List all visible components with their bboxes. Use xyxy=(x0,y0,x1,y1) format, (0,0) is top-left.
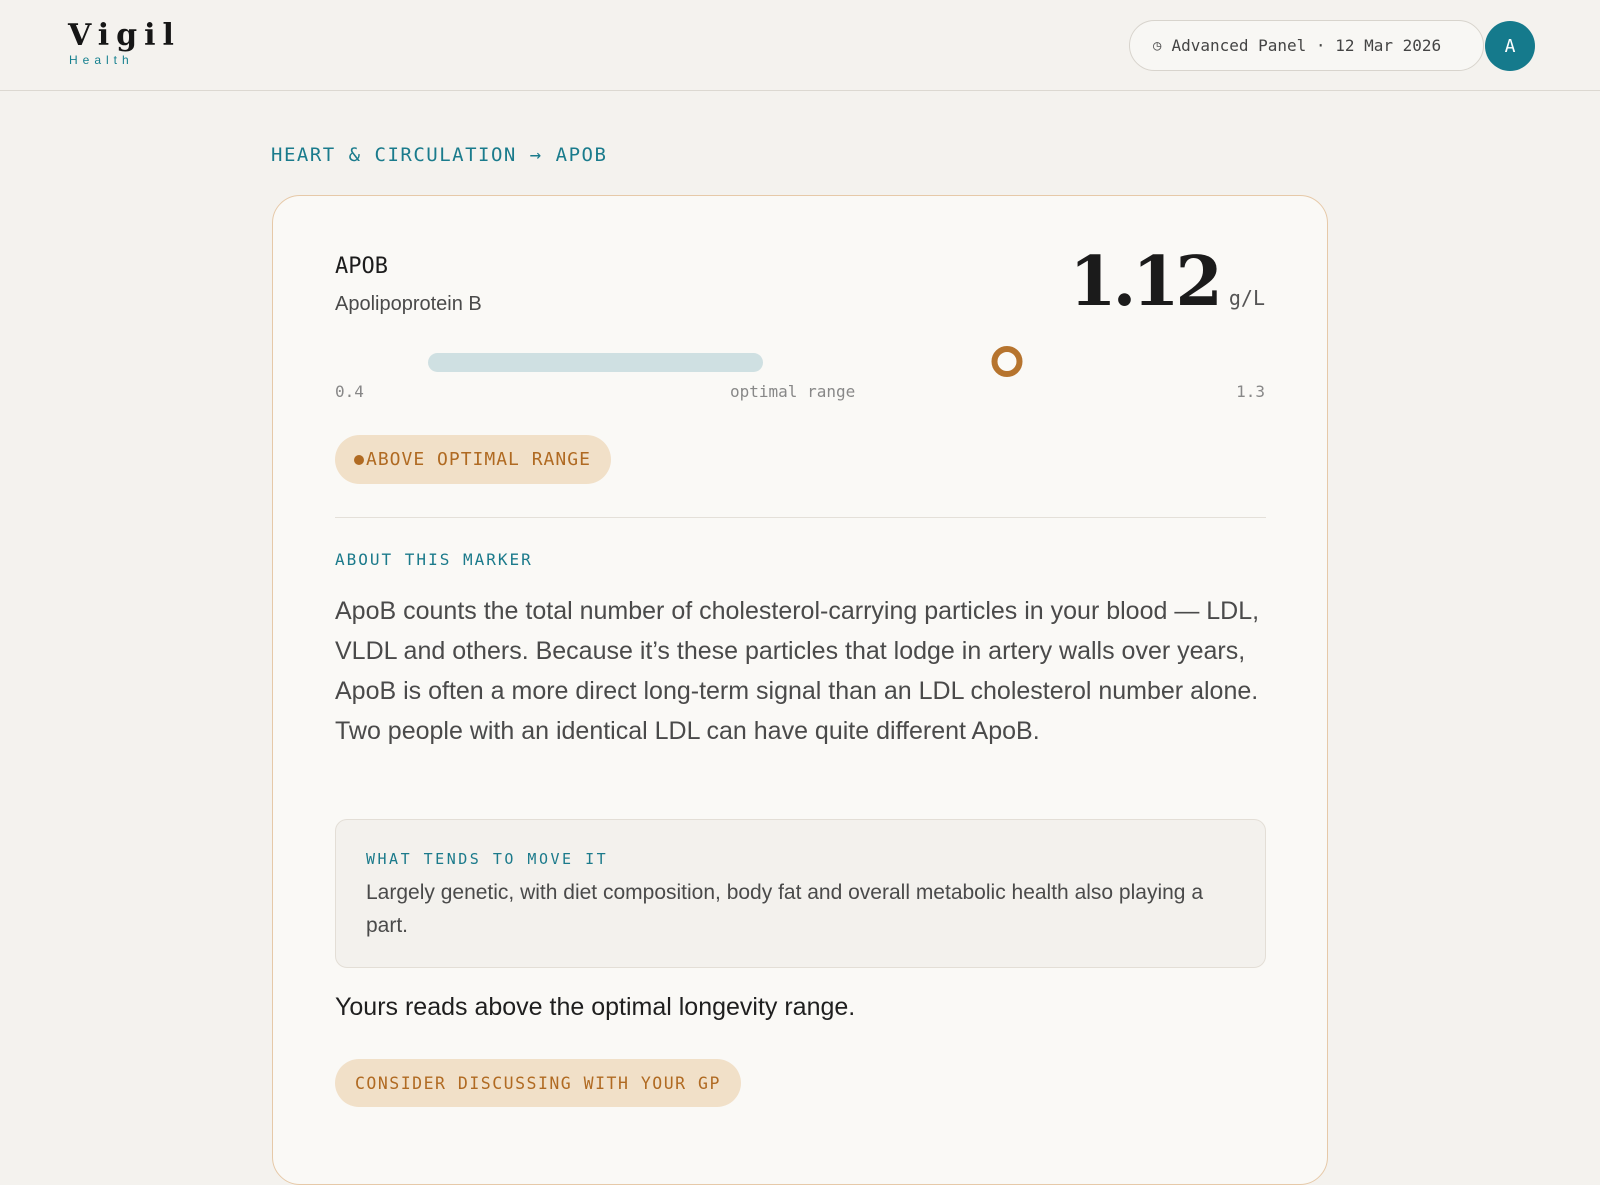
top-bar xyxy=(0,0,1600,91)
what-moves-it-box xyxy=(335,819,1266,968)
optimal-range-band xyxy=(428,353,763,372)
logo-subtitle: Health xyxy=(69,53,134,67)
panel-date-chip[interactable] xyxy=(1129,20,1484,71)
optimal-range-label: optimal range xyxy=(730,382,856,401)
marker-full-name: Apolipoprotein B xyxy=(335,293,482,315)
about-heading: ABOUT THIS MARKER xyxy=(335,550,533,569)
marker-card xyxy=(272,195,1328,1185)
scale-max-label: 1.3 xyxy=(1236,382,1265,401)
about-text: ApoB counts the total number of cholesterol-carrying particles in your blood — LDL, VLDL and others. Because it’s these particles that lodge in artery walls over years, ApoB is often a more direct long-term signal than an LDL cholesterol number alone. Two people with an identical LDL can have quite different ApoB. xyxy=(335,597,1260,745)
status-badge xyxy=(335,435,611,484)
marker-unit: g/L xyxy=(1228,286,1265,310)
status-badge-label: ABOVE OPTIMAL RANGE xyxy=(366,449,591,470)
what-moves-it-heading: WHAT TENDS TO MOVE IT xyxy=(366,850,609,868)
scale-min-label: 0.4 xyxy=(335,382,364,401)
logo-wordmark: Vigil xyxy=(68,18,181,53)
value-position-marker xyxy=(991,346,1022,377)
result-summary: Yours reads above the optimal longevity range. xyxy=(335,993,856,1021)
panel-date-label: Advanced Panel · 12 Mar 2026 xyxy=(1171,36,1442,55)
status-dot-icon xyxy=(354,455,364,465)
marker-value-group xyxy=(1069,242,1265,322)
clock-icon: ◷ xyxy=(1153,37,1162,54)
divider xyxy=(335,517,1266,518)
logo[interactable] xyxy=(68,18,181,67)
breadcrumb[interactable]: HEART & CIRCULATION → APOB xyxy=(271,144,608,166)
marker-code: APOB xyxy=(335,254,388,279)
what-moves-it-text: Largely genetic, with diet composition, body fat and overall metabolic health also playing a part. xyxy=(366,881,1203,937)
marker-value: 1.12 xyxy=(1069,242,1219,322)
consult-gp-button[interactable]: CONSIDER DISCUSSING WITH YOUR GP xyxy=(335,1059,741,1107)
avatar[interactable]: A xyxy=(1485,21,1535,71)
